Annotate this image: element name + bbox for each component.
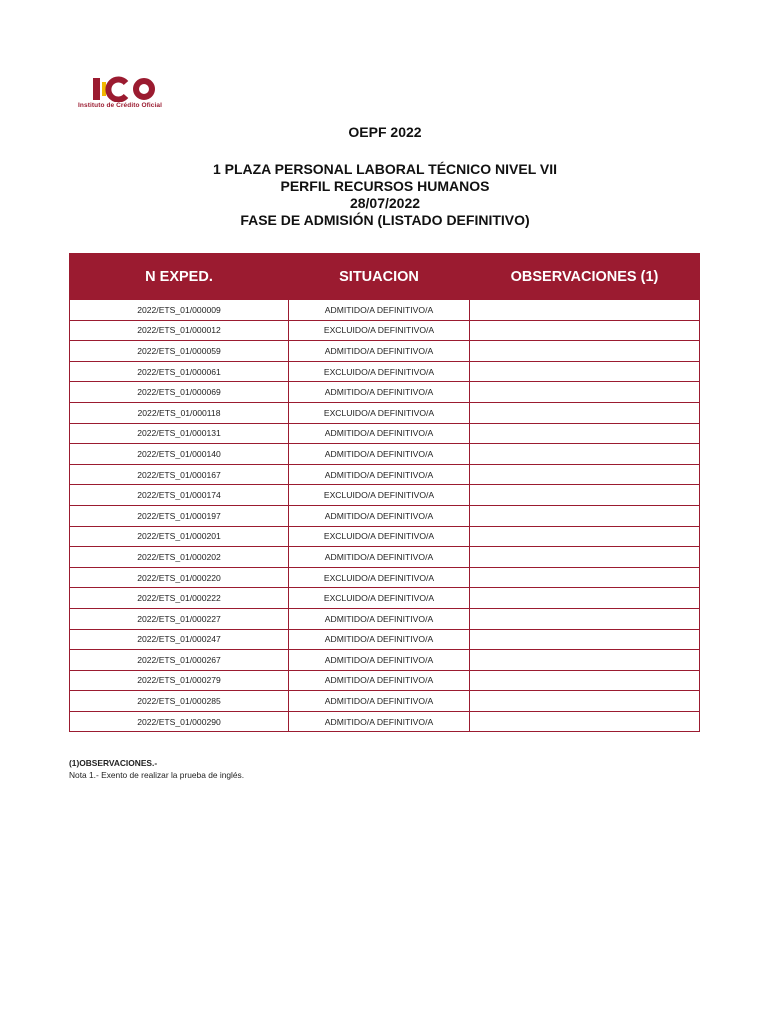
table-row — [70, 341, 700, 362]
admission-table — [69, 253, 700, 732]
table-row — [70, 547, 700, 568]
table-row — [70, 505, 700, 526]
table-row — [70, 382, 700, 403]
cell-observaciones — [470, 320, 700, 341]
table-row — [70, 567, 700, 588]
cell-exped: 2022/ETS_01/000279 — [70, 670, 289, 691]
cell-situacion: EXCLUIDO/A DEFINITIVO/A — [289, 402, 470, 423]
cell-situacion: ADMITIDO/A DEFINITIVO/A — [289, 691, 470, 712]
header-oepf: OEPF 2022 — [348, 124, 422, 140]
note-1: Nota 1.- Exento de realizar la prueba de inglés. — [69, 770, 245, 780]
cell-situacion: ADMITIDO/A DEFINITIVO/A — [289, 300, 470, 321]
table-row — [70, 320, 700, 341]
cell-observaciones — [470, 608, 700, 629]
cell-exped: 2022/ETS_01/000131 — [70, 423, 289, 444]
cell-exped: 2022/ETS_01/000202 — [70, 547, 289, 568]
cell-situacion: EXCLUIDO/A DEFINITIVO/A — [289, 567, 470, 588]
cell-observaciones — [470, 650, 700, 671]
logo-caption: Instituto de Crédito Oficial — [78, 102, 163, 109]
cell-situacion: EXCLUIDO/A DEFINITIVO/A — [289, 526, 470, 547]
cell-observaciones — [470, 588, 700, 609]
cell-observaciones — [470, 567, 700, 588]
cell-observaciones — [470, 423, 700, 444]
cell-situacion: ADMITIDO/A DEFINITIVO/A — [289, 670, 470, 691]
table-row — [70, 588, 700, 609]
column-header-observaciones: OBSERVACIONES (1) — [470, 254, 700, 300]
cell-observaciones — [470, 711, 700, 732]
cell-exped: 2022/ETS_01/000140 — [70, 444, 289, 465]
cell-observaciones — [470, 547, 700, 568]
cell-situacion: EXCLUIDO/A DEFINITIVO/A — [289, 361, 470, 382]
cell-situacion: ADMITIDO/A DEFINITIVO/A — [289, 423, 470, 444]
cell-exped: 2022/ETS_01/000220 — [70, 567, 289, 588]
table-row — [70, 629, 700, 650]
table-row — [70, 650, 700, 671]
cell-exped: 2022/ETS_01/000290 — [70, 711, 289, 732]
admission-table-wrapper — [69, 253, 699, 732]
table-body — [70, 300, 700, 732]
table-row — [70, 464, 700, 485]
table-row — [70, 711, 700, 732]
cell-exped: 2022/ETS_01/000222 — [70, 588, 289, 609]
cell-situacion: ADMITIDO/A DEFINITIVO/A — [289, 382, 470, 403]
cell-observaciones — [470, 341, 700, 362]
notes-section — [69, 757, 244, 781]
cell-exped: 2022/ETS_01/000069 — [70, 382, 289, 403]
cell-situacion: ADMITIDO/A DEFINITIVO/A — [289, 547, 470, 568]
cell-exped: 2022/ETS_01/000012 — [70, 320, 289, 341]
cell-observaciones — [470, 691, 700, 712]
table-row — [70, 670, 700, 691]
cell-situacion: EXCLUIDO/A DEFINITIVO/A — [289, 588, 470, 609]
cell-observaciones — [470, 300, 700, 321]
notes-title: (1)OBSERVACIONES.- — [69, 758, 158, 768]
cell-situacion: EXCLUIDO/A DEFINITIVO/A — [289, 485, 470, 506]
table-row — [70, 361, 700, 382]
cell-observaciones — [470, 670, 700, 691]
header-date: 28/07/2022 — [349, 195, 421, 211]
cell-situacion: ADMITIDO/A DEFINITIVO/A — [289, 464, 470, 485]
cell-situacion: ADMITIDO/A DEFINITIVO/A — [289, 505, 470, 526]
table-row — [70, 608, 700, 629]
cell-observaciones — [470, 505, 700, 526]
document-header — [0, 124, 770, 229]
cell-exped: 2022/ETS_01/000197 — [70, 505, 289, 526]
cell-observaciones — [470, 629, 700, 650]
table-row — [70, 526, 700, 547]
header-plaza: 1 PLAZA PERSONAL LABORAL TÉCNICO NIVEL VII — [212, 161, 558, 177]
table-row — [70, 485, 700, 506]
table-header-row — [70, 254, 700, 300]
cell-situacion: ADMITIDO/A DEFINITIVO/A — [289, 629, 470, 650]
ico-logo — [78, 76, 178, 112]
table-row — [70, 423, 700, 444]
cell-exped: 2022/ETS_01/000174 — [70, 485, 289, 506]
cell-observaciones — [470, 382, 700, 403]
cell-observaciones — [470, 361, 700, 382]
column-header-exped: N EXPED. — [70, 254, 289, 300]
cell-exped: 2022/ETS_01/000201 — [70, 526, 289, 547]
table-row — [70, 300, 700, 321]
cell-observaciones — [470, 402, 700, 423]
cell-exped: 2022/ETS_01/000061 — [70, 361, 289, 382]
cell-situacion: ADMITIDO/A DEFINITIVO/A — [289, 650, 470, 671]
cell-situacion: ADMITIDO/A DEFINITIVO/A — [289, 444, 470, 465]
cell-exped: 2022/ETS_01/000167 — [70, 464, 289, 485]
cell-situacion: ADMITIDO/A DEFINITIVO/A — [289, 711, 470, 732]
cell-situacion: ADMITIDO/A DEFINITIVO/A — [289, 608, 470, 629]
table-row — [70, 691, 700, 712]
cell-exped: 2022/ETS_01/000009 — [70, 300, 289, 321]
cell-exped: 2022/ETS_01/000267 — [70, 650, 289, 671]
cell-observaciones — [470, 464, 700, 485]
cell-observaciones — [470, 485, 700, 506]
ico-logo-mark — [78, 76, 158, 102]
table-row — [70, 402, 700, 423]
cell-observaciones — [470, 444, 700, 465]
cell-observaciones — [470, 526, 700, 547]
cell-exped: 2022/ETS_01/000247 — [70, 629, 289, 650]
cell-exped: 2022/ETS_01/000227 — [70, 608, 289, 629]
cell-situacion: ADMITIDO/A DEFINITIVO/A — [289, 341, 470, 362]
header-perfil: PERFIL RECURSOS HUMANOS — [280, 178, 490, 194]
column-header-situacion: SITUACION — [289, 254, 470, 300]
header-fase: FASE DE ADMISIÓN (LISTADO DEFINITIVO) — [240, 212, 530, 228]
cell-exped: 2022/ETS_01/000118 — [70, 402, 289, 423]
cell-situacion: EXCLUIDO/A DEFINITIVO/A — [289, 320, 470, 341]
table-row — [70, 444, 700, 465]
cell-exped: 2022/ETS_01/000059 — [70, 341, 289, 362]
cell-exped: 2022/ETS_01/000285 — [70, 691, 289, 712]
